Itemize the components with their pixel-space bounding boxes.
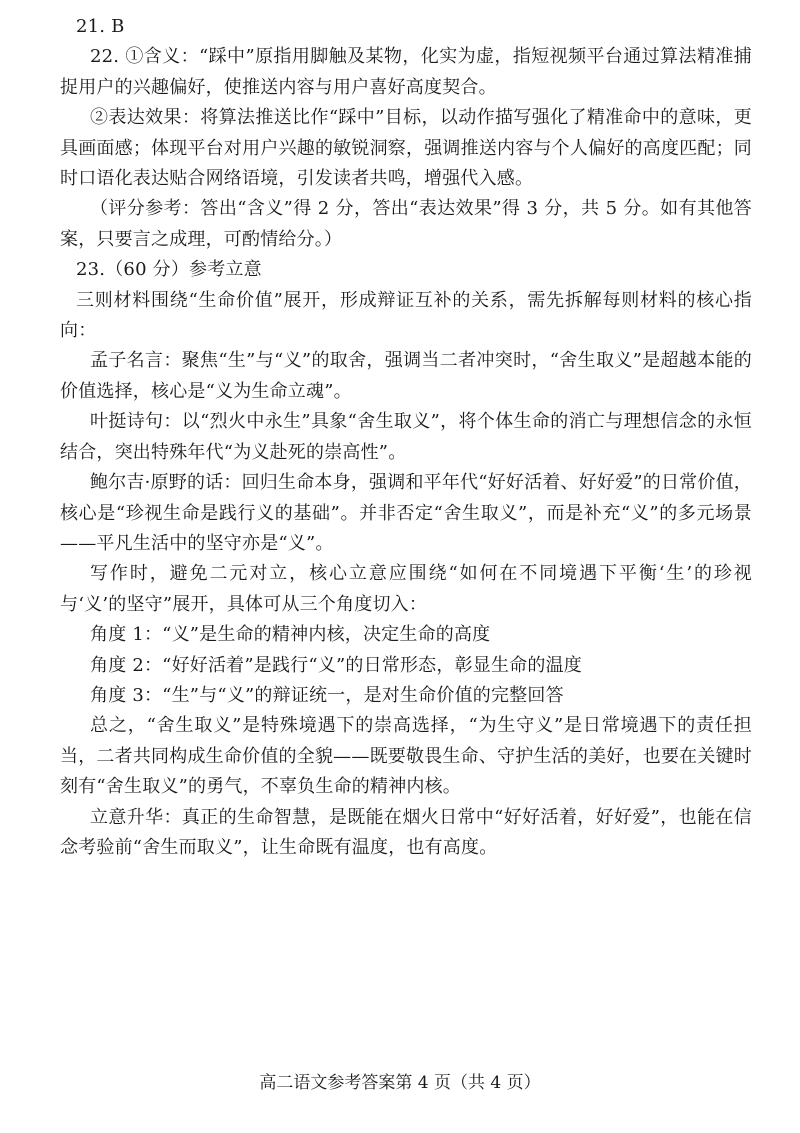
q23-angle-3: 角度 3：“生”与“义”的辩证统一，是对生命价值的完整回答 <box>90 684 564 706</box>
q22-meaning: 22. ①含义：“踩中”原指用脚触及某物，化实为虚，指短视频平台通过算法精准捕捉用户的兴趣偏好，使推送内容与用户喜好高度契合。 <box>60 46 752 98</box>
page-footer: 高二语文参考答案第 4 页（共 4 页） <box>259 1073 541 1093</box>
q22-effect: ②表达效果：将算法推送比作“踩中”目标，以动作描写强化了精准命中的意味，更具画面感；体现平台对用户兴趣的敏锐洞察，强调推送内容与个人偏好的高度匹配；同时口语化表达贴合网络语境，引发读者共鸣，增强代入感。 <box>60 107 752 190</box>
q21-answer: 21. B <box>76 16 125 37</box>
q23-summary: 总之，“舍生取义”是特殊境遇下的崇高选择，“为生守义”是日常境遇下的责任担当，二者共同构成生命价值的全貌——既要敬畏生命、守护生活的美好，也要在关键时刻有“舍生取义”的勇气，不辜负生命的精神内核。 <box>60 715 752 798</box>
q23-angle-2: 角度 2：“好好活着”是践行“义”的日常形态，彰显生命的温度 <box>90 654 582 676</box>
q23-baoerji: 鲍尔吉·原野的话：回归生命本身，强调和平年代“好好活着、好好爱”的日常价值，核心是“珍视生命是践行义的基础”。并非否定“舍生取义”，而是补充“义”的多元场景——平凡生活中的坚守亦是“义”。 <box>60 472 752 554</box>
q23-elevation: 立意升华：真正的生命智慧，是既能在烟火日常中“好好活着，好好爱”，也能在信念考验前“舍生而取义”，让生命既有温度，也有高度。 <box>60 806 752 858</box>
q23-yeting: 叶挺诗句：以“烈火中永生”具象“舍生取义”，将个体生命的消亡与理想信念的永恒结合，突出特殊年代“为义赴死的崇高性”。 <box>60 411 752 463</box>
q23-mencius: 孟子名言：聚焦“生”与“义”的取舍，强调当二者冲突时，“舍生取义”是超越本能的价值选择，核心是“义为生命立魂”。 <box>60 350 752 402</box>
q23-heading: 23.（60 分）参考立意 <box>76 259 262 281</box>
q23-angle-1: 角度 1：“义”是生命的精神内核，决定生命的高度 <box>90 624 491 646</box>
q22-scoring-note: （评分参考：答出“含义”得 2 分，答出“表达效果”得 3 分，共 5 分。如有其他答案，只要言之成理，可酌情给分。） <box>60 198 752 250</box>
answer-page-body <box>60 12 752 863</box>
q23-writing-guide: 写作时，避免二元对立，核心立意应围绕“如何在不同境遇下平衡‘生’的珍视与‘义’的坚守”展开，具体可从三个角度切入： <box>60 563 752 615</box>
q23-intro: 三则材料围绕“生命价值”展开，形成辩证互补的关系，需先拆解每则材料的核心指向： <box>60 289 752 342</box>
